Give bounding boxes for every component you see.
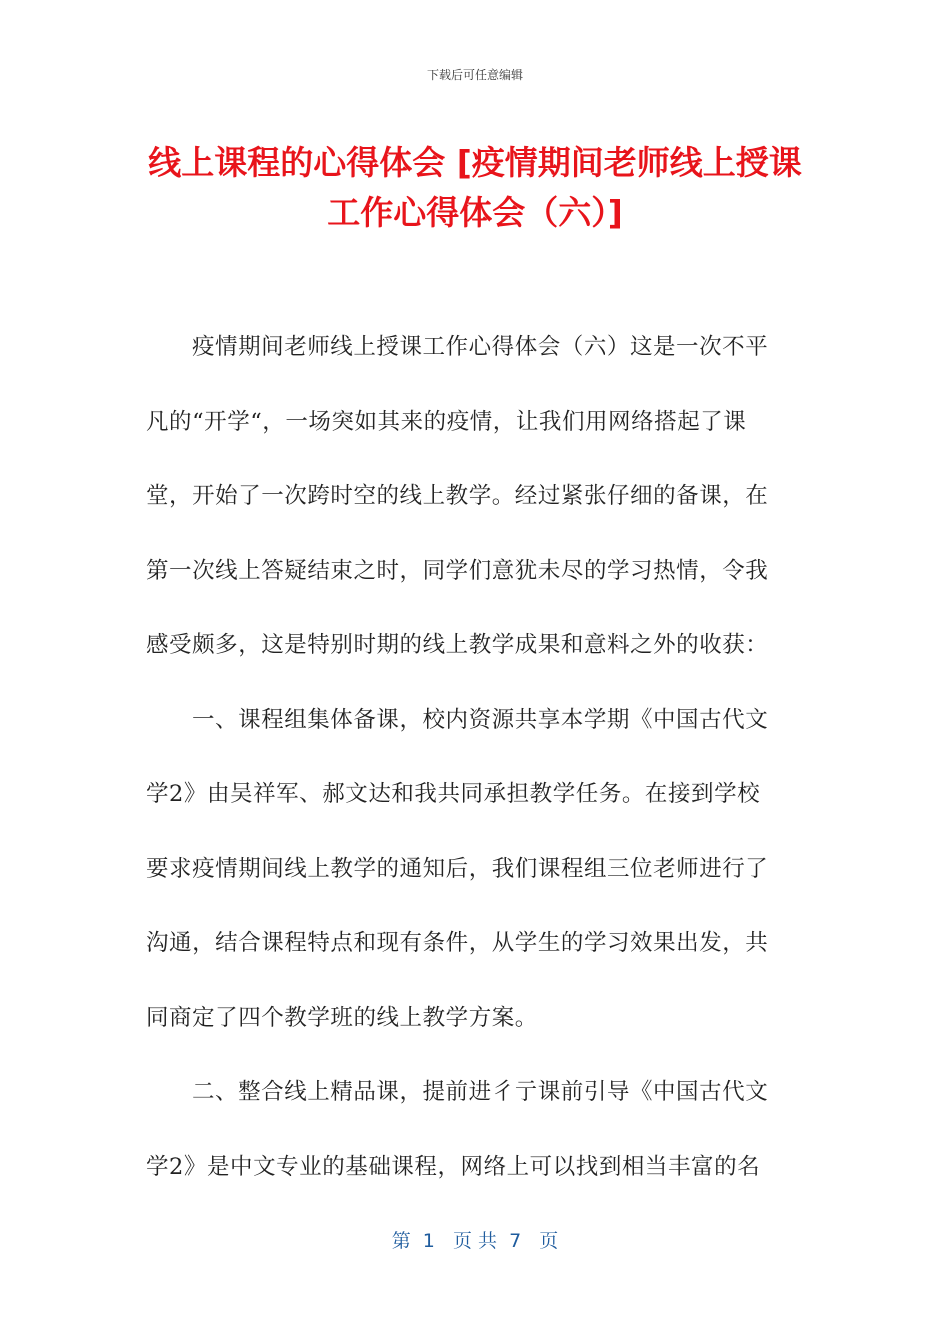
paragraph-1-line: 感受颇多，这是特别时期的线上教学成果和意料之外的收获：	[146, 632, 769, 658]
paragraph-2-line: 要求疫情期间线上教学的通知后，我们课程组三位老师进行了	[146, 855, 769, 882]
paragraph-2-line: 一、课程组集体备课，校内资源共享本学期《中国古代文	[192, 706, 769, 733]
header-note: 下载后可任意编辑	[426, 68, 523, 82]
paragraph-1-line: 凡的“开学“，一场突如其来的疫情，让我们用网络搭起了课	[146, 408, 747, 435]
paragraph-2-line: 同商定了四个教学班的线上教学方案。	[146, 1004, 538, 1031]
paragraph-1-line: 疫情期间老师线上授课工作心得体会（六）这是一次不平	[192, 334, 769, 360]
title-line-1: 线上课程的心得体会 [疫情期间老师线上授课	[148, 143, 802, 182]
paragraph-2-line: 学2》由吴祥军、郝文达和我共同承担教学任务。在接到学校	[146, 781, 761, 807]
title-line-2: 工作心得体会（六）]	[327, 193, 623, 232]
paragraph-1-line: 堂，开始了一次跨时空的线上教学。经过紧张仔细的备课，在	[146, 483, 769, 509]
page-number: 第 1 页 共 7 页	[391, 1230, 559, 1252]
paragraph-1-line: 第一次线上答疑结束之时，同学们意犹未尽的学习热情，令我	[146, 557, 769, 584]
paragraph-3-line: 学2》是中文专业的基础课程，网络上可以找到相当丰富的名	[146, 1153, 761, 1180]
body-text	[146, 310, 806, 1204]
paragraph-3-line: 二、整合线上精品课，提前进彳亍课前引导《中国古代文	[192, 1079, 769, 1105]
document-title	[120, 138, 830, 238]
paragraph-2-line: 沟通，结合课程特点和现有条件，从学生的学习效果出发，共	[146, 930, 769, 956]
